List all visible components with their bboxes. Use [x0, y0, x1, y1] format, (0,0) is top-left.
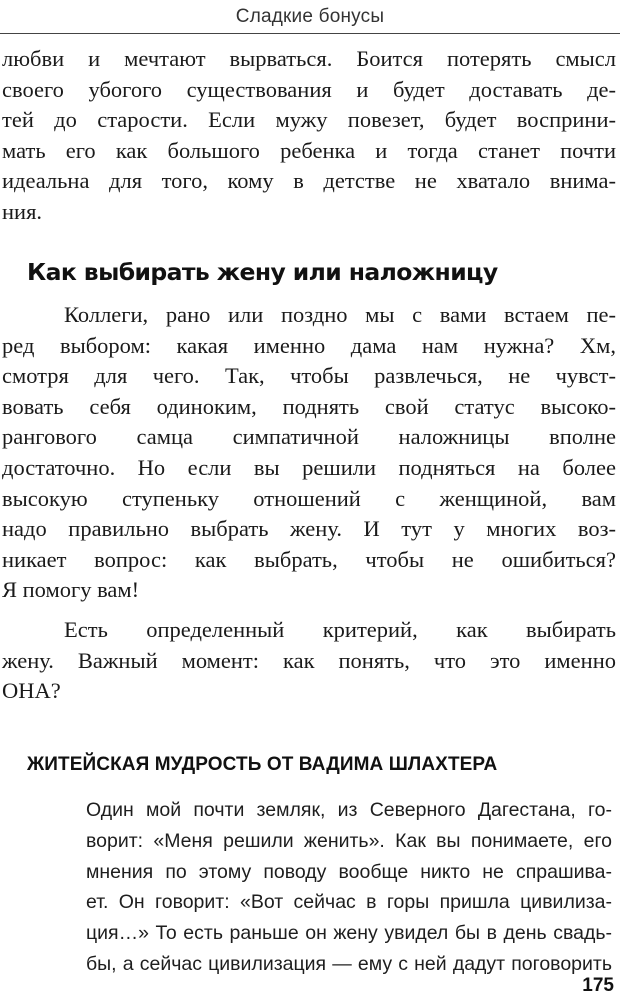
wisdom-box-heading: ЖИТЕЙСКАЯ МУДРОСТЬ ОТ ВАДИМА ШЛАХТЕРА [27, 754, 498, 775]
body-paragraph-2 [2, 615, 616, 707]
text-line: жену. Важный момент: как понять, что это именно [2, 647, 616, 673]
text-line: рангового самца симпатичной наложницы вполне [2, 424, 616, 450]
text-line: мнения по этому поводу вообще никто не спрашива- [86, 860, 612, 883]
text-line: Коллеги, рано или поздно мы с вами встаем пе- [64, 302, 616, 327]
body-paragraph-1 [2, 300, 616, 606]
text-line: Есть определенный критерий, как выбирать [64, 617, 616, 642]
page-number: 175 [582, 975, 614, 996]
text-line: бы, а сейчас цивилизация — ему с ней дадут поговорить [86, 952, 612, 975]
text-line: высокую ступеньку отношений с женщиной, вам [2, 485, 616, 511]
wisdom-box-text [86, 795, 612, 980]
text-line: своего убогого существования и будет доставать де- [2, 76, 616, 102]
text-line: Один мой почти земляк, из Северного Дагестана, го- [86, 799, 612, 821]
text-line: вовать себя одиноким, поднять свой статус высоко- [2, 393, 616, 419]
running-head: Сладкие бонусы [235, 6, 385, 27]
text-line: мать его как большого ребенка и тогда станет почти [2, 137, 616, 163]
text-line: ОНА? [2, 678, 61, 704]
section-heading: Как выбирать жену или наложницу [27, 258, 498, 286]
text-line: ция…» То есть раньше он жену увидел бы в день свадь- [86, 922, 612, 945]
text-line: ворит: «Меня решили женить». Как вы понимаете, его [86, 829, 612, 852]
text-line: ред выбором: какая именно дама нам нужна? Хм, [2, 332, 616, 358]
text-line: Я помогу вам! [2, 577, 140, 603]
text-line: смотря для чего. Так, чтобы развлечься, не чувст- [2, 363, 616, 389]
text-line: ет. Он говорит: «Вот сейчас в горы пришла цивилиза- [86, 891, 612, 914]
text-line: никает вопрос: как выбрать, чтобы не ошибиться? [2, 546, 616, 572]
text-line: тей до старости. Если мужу повезет, будет восприни- [2, 107, 616, 133]
intro-paragraph [2, 44, 616, 228]
text-line: надо правильно выбрать жену. И тут у многих воз- [2, 516, 616, 542]
header-divider [0, 33, 620, 34]
text-line: достаточно. Но если вы решили подняться на более [2, 454, 616, 480]
text-line: ния. [2, 198, 43, 224]
text-line: любви и мечтают вырваться. Боится потерять смысл [2, 46, 616, 71]
text-line: идеальна для того, кому в детстве не хватало внима- [2, 168, 616, 194]
